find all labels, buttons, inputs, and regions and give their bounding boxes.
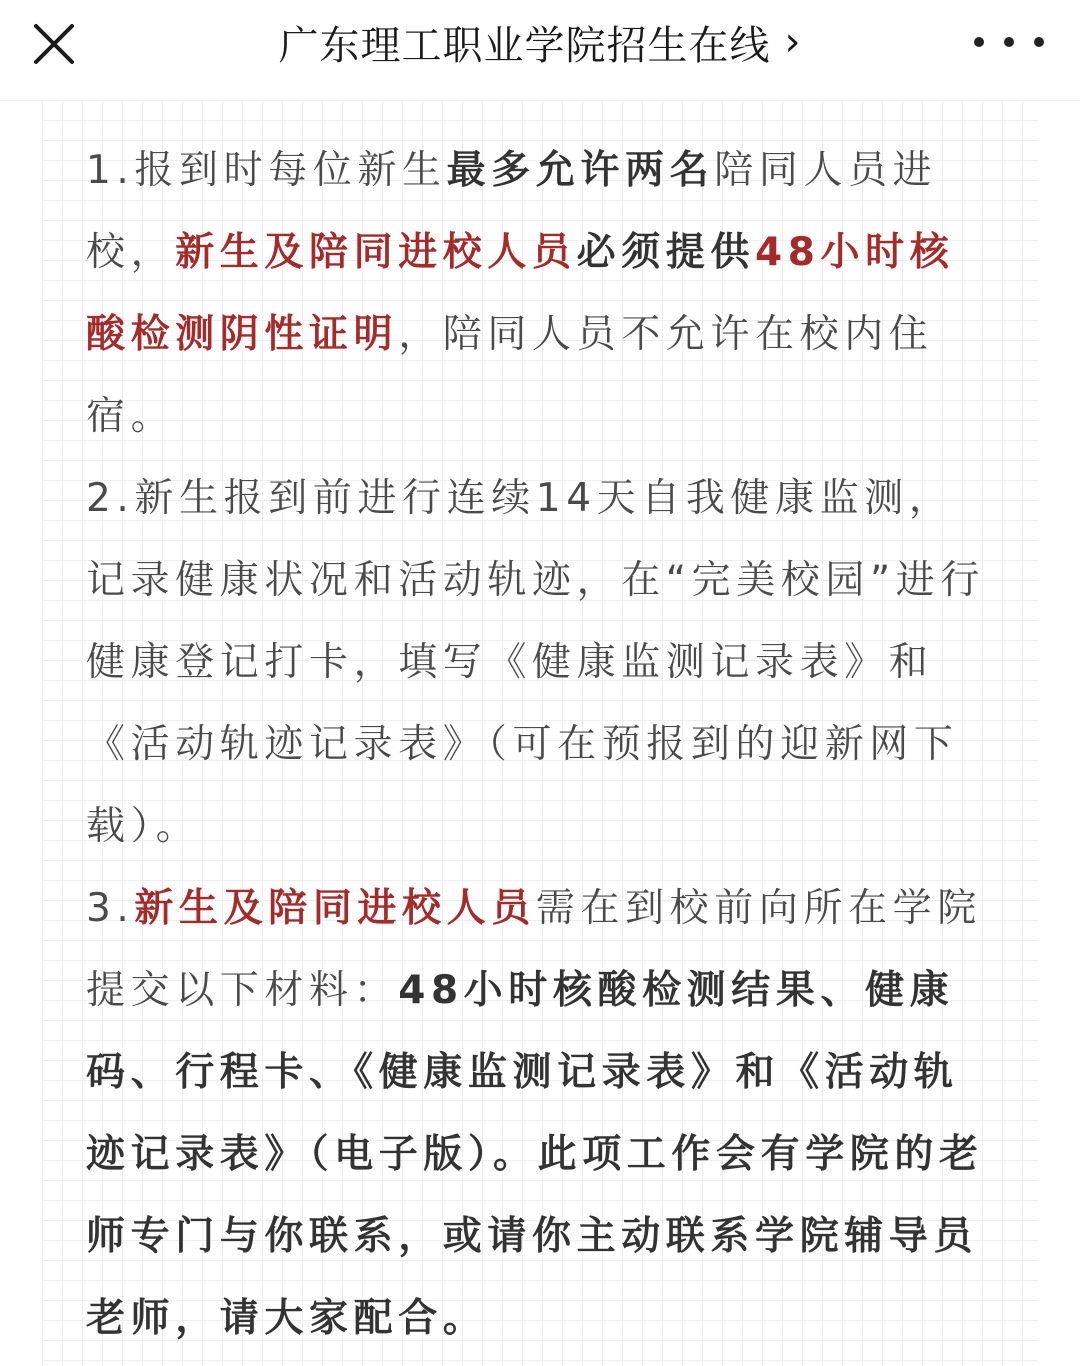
more-dot-icon xyxy=(974,37,984,47)
top-bar xyxy=(0,0,1080,101)
notice-bold-text: 48小时核酸检测结果、健康码、行程卡、《健康监测记录表》和《活动轨迹记录表》（电子版）。此项工作会有学院的老师专门与你联系，或请你主动联系学院辅导员老师，请大家配合。 xyxy=(86,968,984,1341)
chevron-right-icon: › xyxy=(784,19,802,65)
notice-highlight-text: 48小时核酸检测阴性证明 xyxy=(86,230,955,357)
notice-text: 需在到校前向所在学院提交以下材料： xyxy=(86,886,982,1013)
more-dot-icon xyxy=(1034,37,1044,47)
close-icon xyxy=(22,14,86,78)
notice-item-3 xyxy=(86,868,992,1360)
notice-highlight-text: 新生及陪同进校人员 xyxy=(175,230,577,275)
more-button[interactable] xyxy=(974,22,1044,62)
notice-highlight-text: 新生及陪同进校人员 xyxy=(134,886,536,931)
more-dot-icon xyxy=(1004,37,1014,47)
notice-text: ，陪同人员不允许在校内住宿。 xyxy=(86,312,934,439)
notice-bold-text: 必须提供 xyxy=(576,230,756,275)
notice-item-2 xyxy=(86,458,992,868)
notice-text: 陪同人员进校， xyxy=(86,148,938,275)
close-button[interactable] xyxy=(22,14,86,78)
page-title-link[interactable] xyxy=(150,12,930,72)
page-title: 广东理工职业学院招生在线 xyxy=(278,22,771,69)
notice-content xyxy=(86,130,992,1360)
notice-bold-text: 最多允许两名 xyxy=(446,148,715,193)
notice-item-1 xyxy=(86,130,992,458)
notice-text: 2.新生报到前进行连续14天自我健康监测，记录健康状况和活动轨迹，在“完美校园”进行健康登记打卡，填写《健康监测记录表》和《活动轨迹记录表》（可在预报到的迎新网下载）。 xyxy=(86,476,986,849)
notice-text: 1.报到时每位新生 xyxy=(86,148,447,193)
notice-text: 3. xyxy=(86,886,135,931)
